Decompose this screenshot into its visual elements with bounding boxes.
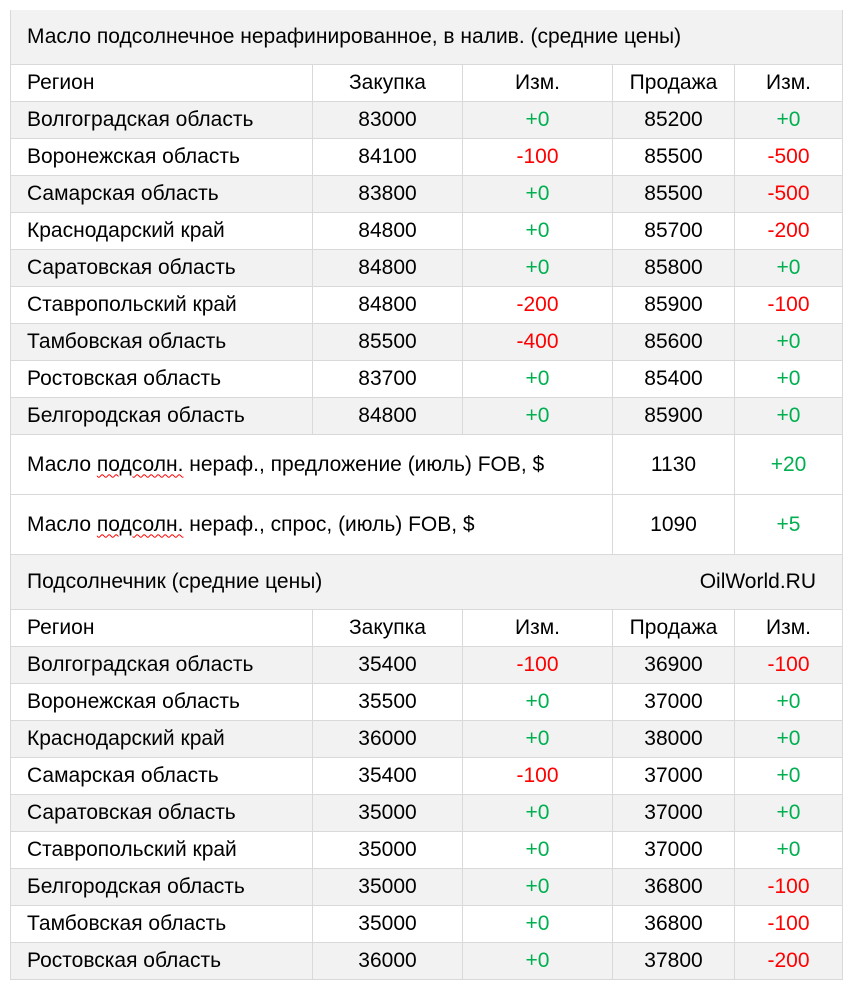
fob-demand-row	[11, 495, 843, 555]
brand-label: OilWorld.RU	[613, 555, 843, 609]
col-header-buy-change: Изм.	[463, 65, 613, 101]
fob-offer-label	[11, 435, 613, 494]
region-cell: Тамбовская область	[11, 906, 313, 942]
sell-change-cell: +0	[735, 758, 843, 794]
sell-price-cell: 85400	[613, 361, 735, 397]
buy-change-cell: -100	[463, 758, 613, 794]
buy-price-cell: 84800	[313, 250, 463, 286]
buy-change-cell: +0	[463, 832, 613, 868]
buy-change-cell: +0	[463, 176, 613, 212]
sell-change-cell: -500	[735, 139, 843, 175]
col-header-region: Регион	[11, 610, 313, 646]
sell-price-cell: 37000	[613, 684, 735, 720]
table-row	[11, 943, 843, 980]
buy-price-cell: 35000	[313, 869, 463, 905]
region-cell: Саратовская область	[11, 795, 313, 831]
table-row	[11, 361, 843, 398]
table-row	[11, 398, 843, 435]
section2-title: Подсолнечник (средние цены)	[27, 570, 323, 593]
fob-offer-rest: нераф., предложение (июль) FOB, $	[189, 452, 545, 476]
region-cell: Ставропольский край	[11, 832, 313, 868]
col-header-sell-change: Изм.	[735, 65, 843, 101]
sell-change-cell: -100	[735, 287, 843, 323]
sell-change-cell: +0	[735, 250, 843, 286]
fob-demand-label	[11, 495, 613, 554]
sell-price-cell: 38000	[613, 721, 735, 757]
buy-change-cell: +0	[463, 943, 613, 979]
table-row	[11, 647, 843, 684]
sell-price-cell: 85900	[613, 398, 735, 434]
region-cell: Белгородская область	[11, 398, 313, 434]
table-row	[11, 795, 843, 832]
col-header-buy: Закупка	[313, 65, 463, 101]
buy-price-cell: 84800	[313, 287, 463, 323]
table-row	[11, 287, 843, 324]
region-cell: Самарская область	[11, 758, 313, 794]
sell-change-cell: -200	[735, 213, 843, 249]
sell-change-cell: -100	[735, 906, 843, 942]
sell-price-cell: 85700	[613, 213, 735, 249]
sell-change-cell: -500	[735, 176, 843, 212]
buy-change-cell: +0	[463, 361, 613, 397]
buy-change-cell: +0	[463, 721, 613, 757]
sell-price-cell: 85200	[613, 102, 735, 138]
sell-change-cell: +0	[735, 361, 843, 397]
sell-price-cell: 36800	[613, 906, 735, 942]
buy-change-cell: +0	[463, 795, 613, 831]
buy-change-cell: +0	[463, 906, 613, 942]
col-header-region: Регион	[11, 65, 313, 101]
table-row	[11, 102, 843, 139]
buy-price-cell: 84800	[313, 213, 463, 249]
col-header-sell: Продажа	[613, 610, 735, 646]
buy-change-cell: +0	[463, 869, 613, 905]
sell-price-cell: 85600	[613, 324, 735, 360]
buy-price-cell: 35000	[313, 906, 463, 942]
sell-change-cell: +0	[735, 684, 843, 720]
sell-price-cell: 85500	[613, 176, 735, 212]
sell-change-cell: -200	[735, 943, 843, 979]
sell-change-cell: +0	[735, 102, 843, 138]
buy-change-cell: -100	[463, 647, 613, 683]
table-row	[11, 906, 843, 943]
section2-title-row	[11, 555, 843, 610]
sell-change-cell: -100	[735, 869, 843, 905]
fob-offer-value: 1130	[613, 435, 735, 494]
sell-change-cell: +0	[735, 832, 843, 868]
sell-change-cell: +0	[735, 324, 843, 360]
fob-offer-word1: Масло	[27, 452, 92, 476]
buy-price-cell: 35000	[313, 795, 463, 831]
sell-change-cell: +0	[735, 721, 843, 757]
sell-change-cell: +0	[735, 795, 843, 831]
col-header-sell-change: Изм.	[735, 610, 843, 646]
buy-price-cell: 35400	[313, 647, 463, 683]
sell-price-cell: 36800	[613, 869, 735, 905]
sell-price-cell: 85500	[613, 139, 735, 175]
sell-change-cell: +0	[735, 398, 843, 434]
fob-demand-change: +5	[735, 495, 843, 554]
fob-demand-word2: подсолн.	[96, 512, 184, 536]
fob-offer-row	[11, 435, 843, 495]
region-cell: Краснодарский край	[11, 213, 313, 249]
buy-price-cell: 85500	[313, 324, 463, 360]
buy-price-cell: 35400	[313, 758, 463, 794]
region-cell: Краснодарский край	[11, 721, 313, 757]
section2-header-row	[11, 610, 843, 647]
col-header-sell: Продажа	[613, 65, 735, 101]
buy-price-cell: 83700	[313, 361, 463, 397]
sell-price-cell: 37800	[613, 943, 735, 979]
table-row	[11, 684, 843, 721]
table-row	[11, 250, 843, 287]
buy-price-cell: 83000	[313, 102, 463, 138]
buy-change-cell: -400	[463, 324, 613, 360]
sell-price-cell: 37000	[613, 758, 735, 794]
buy-change-cell: +0	[463, 684, 613, 720]
sell-price-cell: 85900	[613, 287, 735, 323]
buy-price-cell: 36000	[313, 721, 463, 757]
table-row	[11, 832, 843, 869]
table-row	[11, 213, 843, 250]
buy-price-cell: 83800	[313, 176, 463, 212]
buy-price-cell: 35500	[313, 684, 463, 720]
buy-price-cell: 36000	[313, 943, 463, 979]
buy-price-cell: 35000	[313, 832, 463, 868]
region-cell: Тамбовская область	[11, 324, 313, 360]
table-row	[11, 176, 843, 213]
sell-change-cell: -100	[735, 647, 843, 683]
region-cell: Воронежская область	[11, 139, 313, 175]
buy-change-cell: -100	[463, 139, 613, 175]
region-cell: Саратовская область	[11, 250, 313, 286]
fob-demand-rest: нераф., спрос, (июль) FOB, $	[189, 512, 475, 536]
region-cell: Белгородская область	[11, 869, 313, 905]
sell-price-cell: 36900	[613, 647, 735, 683]
price-sheet	[10, 10, 843, 980]
region-cell: Ростовская область	[11, 361, 313, 397]
section1-title-row	[11, 10, 843, 65]
buy-price-cell: 84100	[313, 139, 463, 175]
region-cell: Ростовская область	[11, 943, 313, 979]
table-row	[11, 139, 843, 176]
fob-offer-change: +20	[735, 435, 843, 494]
section1-header-row	[11, 65, 843, 102]
sell-price-cell: 85800	[613, 250, 735, 286]
table-row	[11, 758, 843, 795]
table-row	[11, 324, 843, 361]
region-cell: Волгоградская область	[11, 647, 313, 683]
section1-title: Масло подсолнечное нерафинированное, в налив. (средние цены)	[11, 10, 843, 64]
buy-change-cell: +0	[463, 102, 613, 138]
buy-change-cell: -200	[463, 287, 613, 323]
buy-change-cell: +0	[463, 213, 613, 249]
region-cell: Самарская область	[11, 176, 313, 212]
fob-demand-value: 1090	[613, 495, 735, 554]
buy-change-cell: +0	[463, 398, 613, 434]
region-cell: Волгоградская область	[11, 102, 313, 138]
buy-price-cell: 84800	[313, 398, 463, 434]
table-row	[11, 721, 843, 758]
region-cell: Воронежская область	[11, 684, 313, 720]
col-header-buy: Закупка	[313, 610, 463, 646]
buy-change-cell: +0	[463, 250, 613, 286]
sell-price-cell: 37000	[613, 795, 735, 831]
sell-price-cell: 37000	[613, 832, 735, 868]
fob-demand-word1: Масло	[27, 512, 92, 536]
col-header-buy-change: Изм.	[463, 610, 613, 646]
table-row	[11, 869, 843, 906]
fob-offer-word2: подсолн.	[96, 452, 184, 476]
region-cell: Ставропольский край	[11, 287, 313, 323]
